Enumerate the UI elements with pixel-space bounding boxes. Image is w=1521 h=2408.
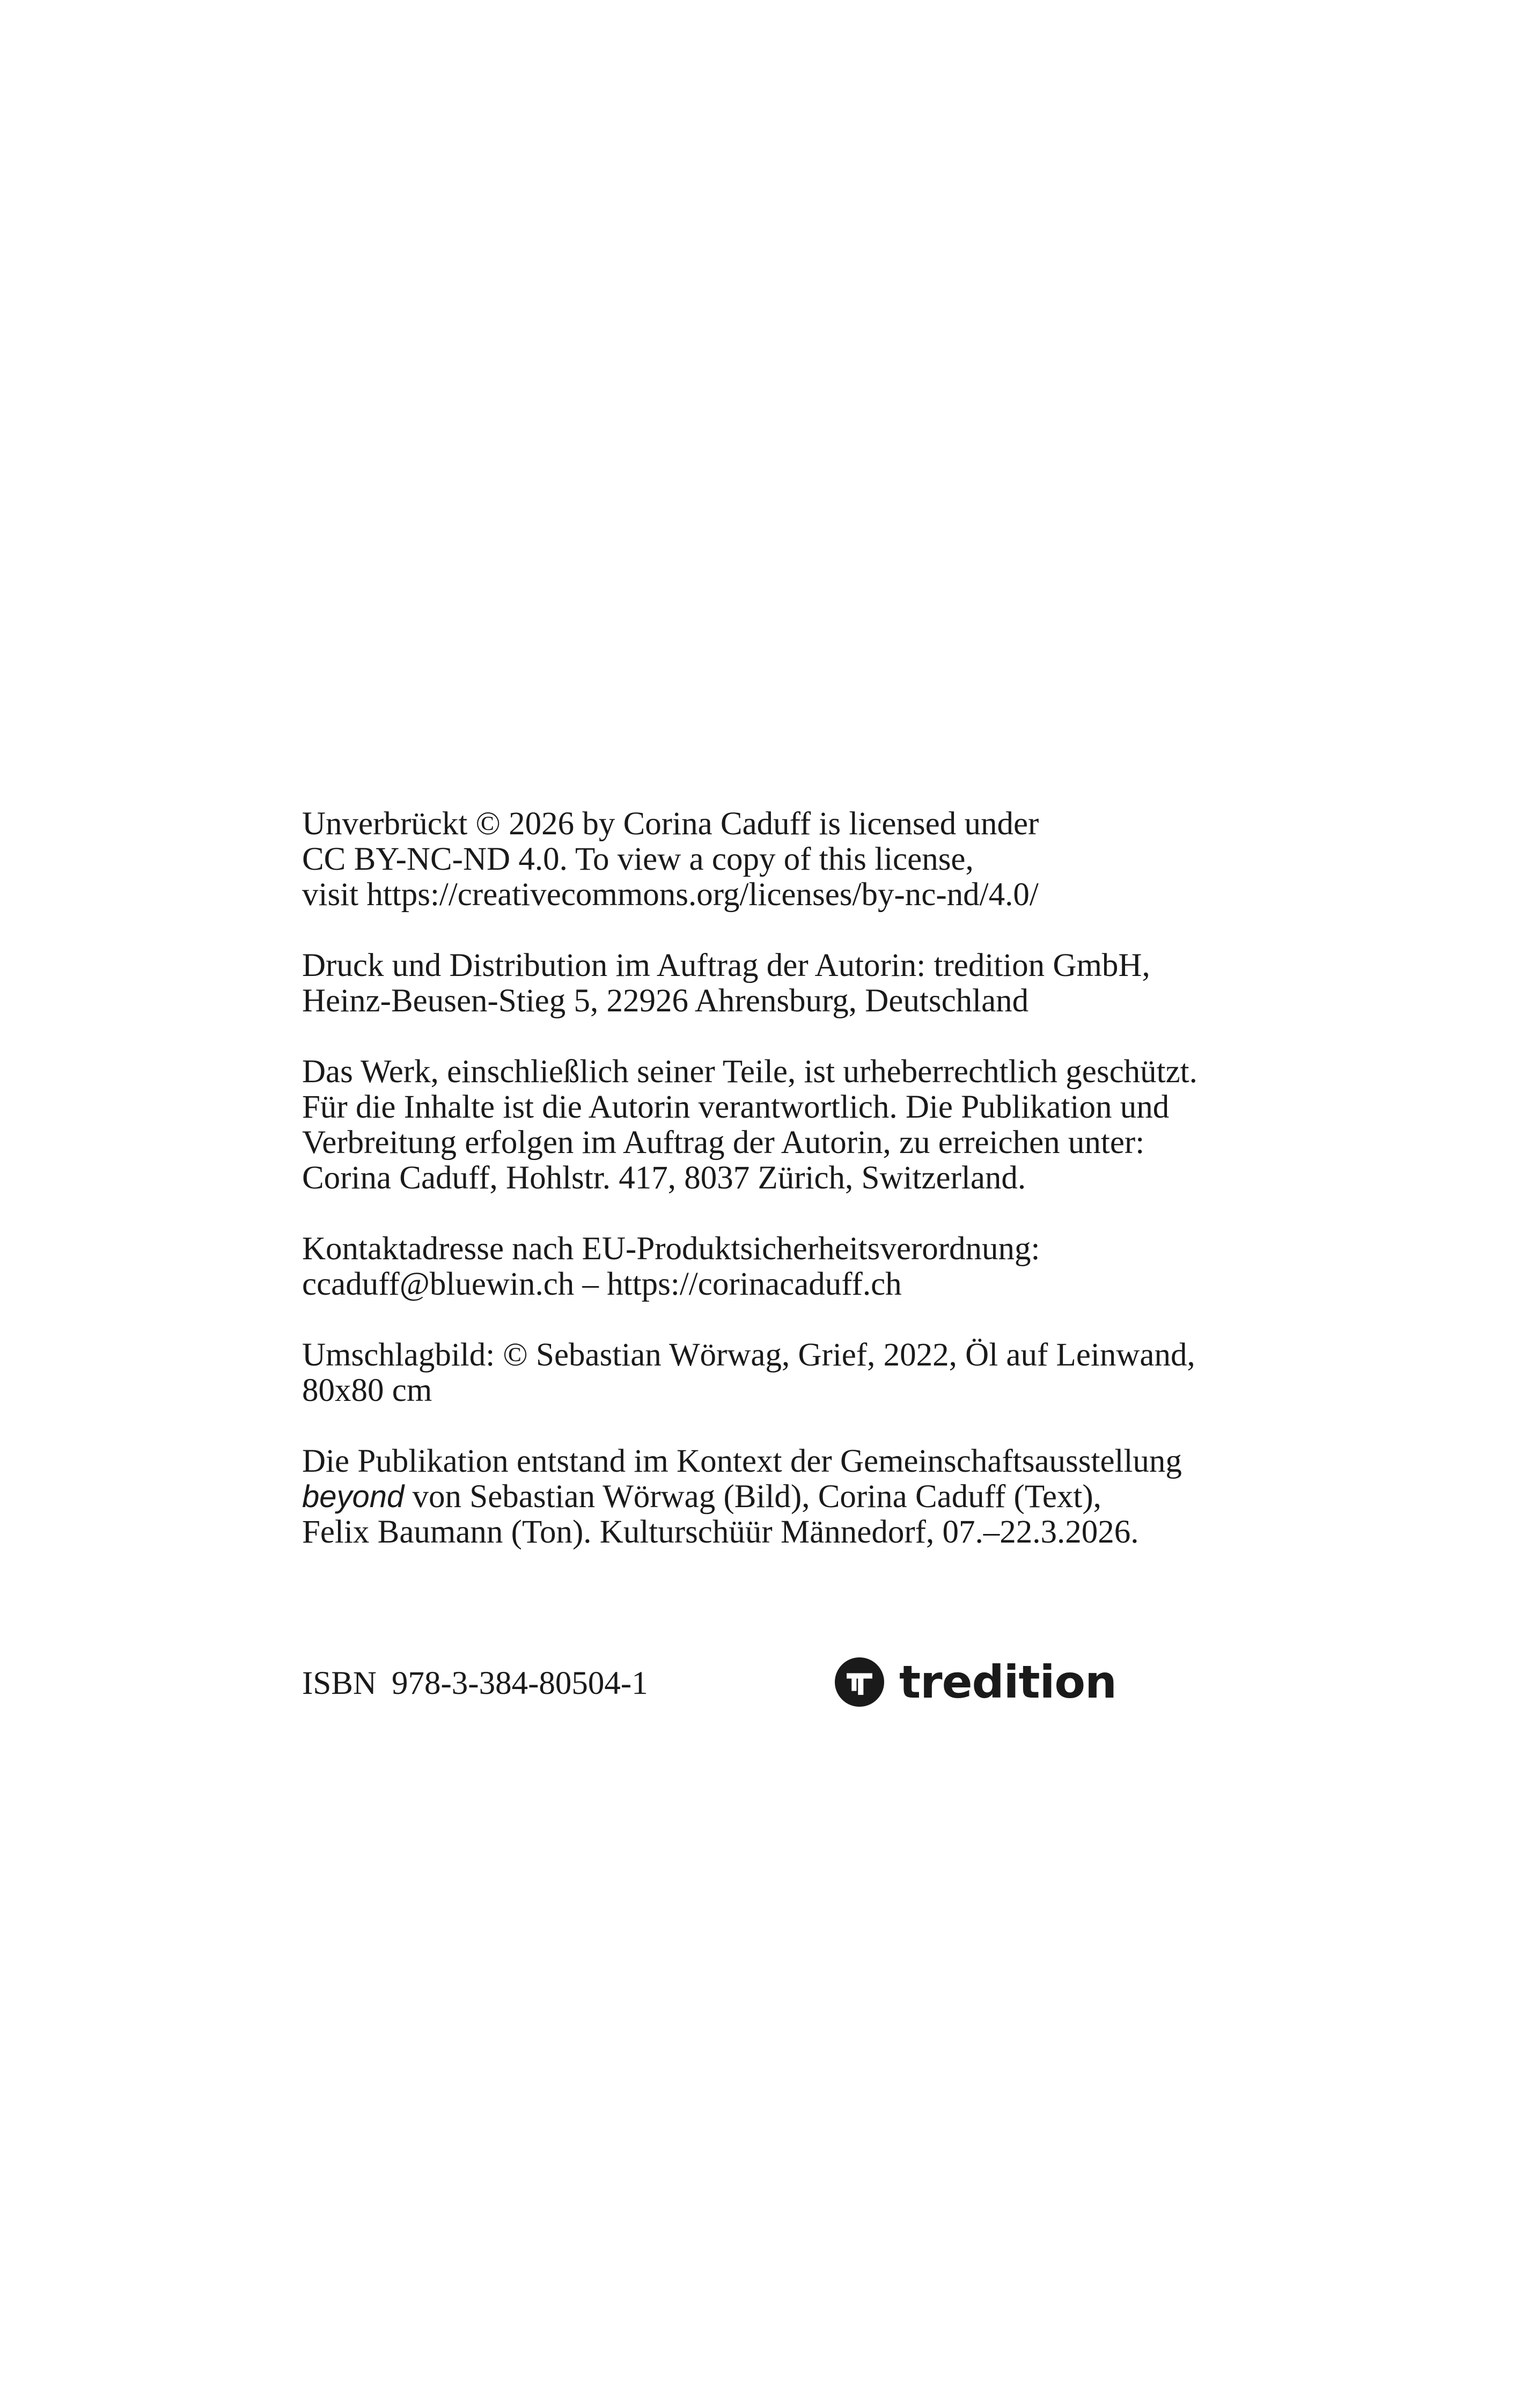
printing-paragraph: [302, 948, 1321, 1019]
exhibition-title: beyond: [302, 1479, 405, 1514]
isbn-label: ISBN: [302, 1665, 377, 1701]
license-line-3: visit https://creativecommons.org/licenses/by-nc-nd/4.0/: [302, 877, 1039, 913]
imprint-page: [302, 806, 1321, 1585]
contact-line-1: Kontaktadresse nach EU-Produktsicherheitsverordnung:: [302, 1231, 1040, 1267]
copyright-paragraph: [302, 1054, 1321, 1196]
contact-line-2: ccaduff@bluewin.ch – https://corinacaduff.ch: [302, 1266, 902, 1302]
copyright-line-2: Für die Inhalte ist die Autorin verantwortlich. Die Publikation und: [302, 1089, 1170, 1125]
cover-line-1: Umschlagbild: © Sebastian Wörwag, Grief, 2022, Öl auf Leinwand,: [302, 1337, 1195, 1373]
copyright-line-3: Verbreitung erfolgen im Auftrag der Autorin, zu erreichen unter:: [302, 1125, 1145, 1161]
tredition-logo: [835, 1655, 1116, 1709]
cover-paragraph: [302, 1338, 1321, 1408]
license-line-1: Unverbrückt © 2026 by Corina Caduff is licensed under: [302, 806, 1039, 842]
isbn: [302, 1666, 648, 1701]
context-line-2-rest: von Sebastian Wörwag (Bild), Corina Caduff (Text),: [404, 1479, 1101, 1515]
license-line-2: CC BY-NC-ND 4.0. To view a copy of this license,: [302, 841, 974, 877]
printing-line-2: Heinz-Beusen-Stieg 5, 22926 Ahrensburg, Deutschland: [302, 983, 1029, 1019]
isbn-number: 978-3-384-80504-1: [391, 1665, 648, 1701]
context-line-2: [302, 1479, 1321, 1515]
copyright-line-1: Das Werk, einschließlich seiner Teile, ist urheberrechtlich geschützt.: [302, 1054, 1197, 1090]
tredition-logo-icon: [835, 1657, 884, 1707]
context-paragraph: [302, 1444, 1321, 1550]
contact-paragraph: [302, 1231, 1321, 1302]
tredition-logo-text: tredition: [899, 1656, 1116, 1708]
imprint-footer: [302, 1655, 1321, 1714]
context-line-1: Die Publikation entstand im Kontext der Gemeinschaftsausstellung: [302, 1443, 1182, 1479]
copyright-line-4: Corina Caduff, Hohlstr. 417, 8037 Zürich, Switzerland.: [302, 1160, 1026, 1196]
context-line-3: Felix Baumann (Ton). Kulturschüür Männedorf, 07.–22.3.2026.: [302, 1514, 1139, 1550]
printing-line-1: Druck und Distribution im Auftrag der Autorin: tredition GmbH,: [302, 948, 1150, 983]
cover-line-2: 80x80 cm: [302, 1372, 432, 1408]
license-paragraph: [302, 806, 1321, 913]
